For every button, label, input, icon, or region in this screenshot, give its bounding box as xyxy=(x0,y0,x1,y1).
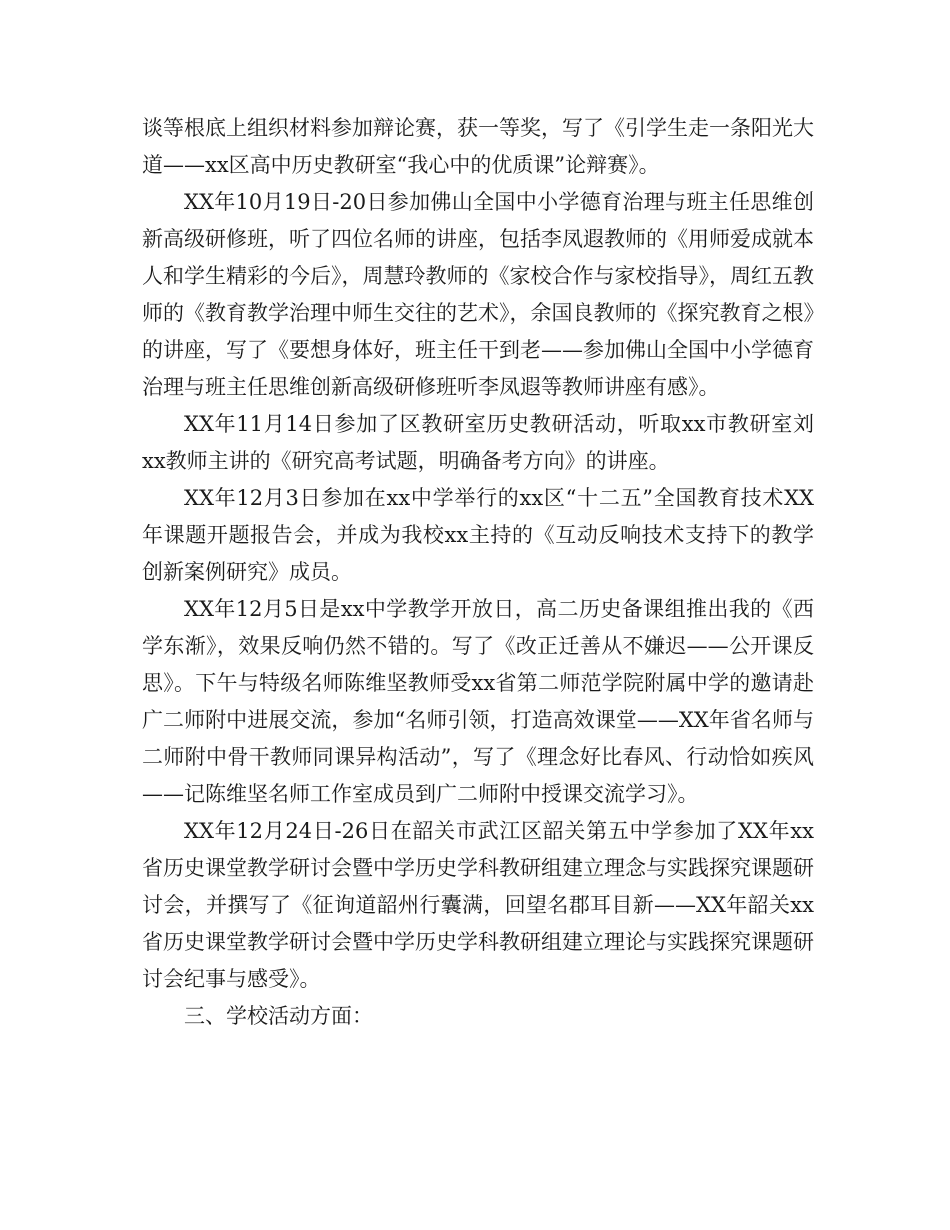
section-heading-school-activities: 三、学校活动方面： xyxy=(184,1004,373,1028)
paragraph-foshan-workshop: XX年10月19日-20日参加佛山全国中小学德育治理与班主任思维创新高级研修班，听了四位名师的讲座，包括李凤遐教师的《用师爱成就本人和学生精彩的今后》，周慧玲教师的《家校合作与家校指导》，周红五教师的《教育教学治理中师生交往的艺术》，余国良教师的《探究教育之根》的讲座，写了《要想身体好，班主任干到老——参加佛山全国中小学德育治理与班主任思维创新高级研修班听李凤遐等教师讲座有感》。 xyxy=(142,190,814,399)
paragraph-debate-continuation: 谈等根底上组织材料参加辩论赛，获一等奖，写了《引学生走一条阳光大道——xx区高中历史教研室“我心中的优质课”论辩赛》。 xyxy=(142,116,814,177)
document-body xyxy=(142,110,814,1035)
paragraph-history-research: XX年11月14日参加了区教研室历史教研活动，听取xx市教研室刘xx教师主讲的《研究高考试题，明确备考方向》的讲座。 xyxy=(142,412,814,473)
paragraph-project-report: XX年12月3日参加在xx中学举行的xx区“十二五”全国教育技术XX年课题开题报告会，并成为我校xx主持的《互动反响技术支持下的教学创新案例研究》成员。 xyxy=(142,486,814,584)
paragraph-open-day: XX年12月5日是xx中学教学开放日，高二历史备课组推出我的《西学东渐》，效果反响仍然不错的。写了《改正迁善从不嫌迟——公开课反思》。下午与特级名师陈维坚教师受xx省第二师范学院附属中学的邀请赴广二师附中进展交流，参加“名师引领，打造高效课堂——XX年省名师与二师附中骨干教师同课异构活动”，写了《理念好比春风、行动恰如疾风——记陈维坚名师工作室成员到广二师附中授课交流学习》。 xyxy=(142,597,814,806)
paragraph-shaoguan-seminar: XX年12月24日-26日在韶关市武江区韶关第五中学参加了XX年xx省历史课堂教学研讨会暨中学历史学科教研组建立理念与实践探究课题研讨会，并撰写了《征询道韶州行囊满，回望名郡耳目新——XX年韶关xx省历史课堂教学研讨会暨中学历史学科教研组建立理论与实践探究课题研讨会纪事与感受》。 xyxy=(142,819,814,991)
